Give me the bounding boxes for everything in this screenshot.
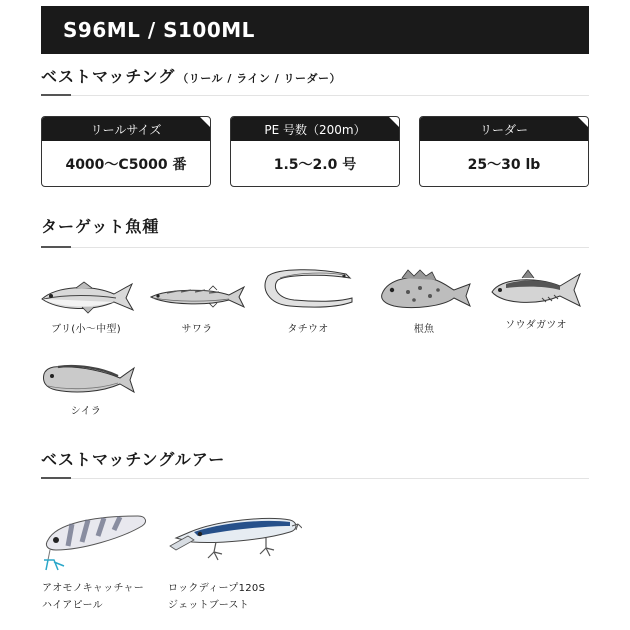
hairtail-icon xyxy=(258,264,358,316)
best-matching-heading xyxy=(41,64,589,87)
divider xyxy=(41,95,589,96)
fish-name: ソウダガツオ xyxy=(505,320,567,331)
divider xyxy=(41,247,589,248)
fish-item xyxy=(31,278,141,335)
best-lures-heading xyxy=(41,447,589,470)
divider-accent xyxy=(41,477,71,479)
spec-value: 25〜30 lb xyxy=(467,156,541,173)
spec-reel-size xyxy=(41,116,211,187)
lure-name-line1: ロックディープ120S xyxy=(168,583,266,594)
spec-value: 4000〜C5000 番 xyxy=(65,156,187,173)
corner-cut xyxy=(390,177,400,187)
best-lures-title: ベストマッチングルアー xyxy=(41,450,226,469)
spec-label: リールサイズ xyxy=(42,117,210,141)
fish-item xyxy=(253,264,363,335)
yellowtail-icon xyxy=(36,278,136,316)
fish-name: ブリ(小〜中型) xyxy=(51,324,121,335)
lure-item xyxy=(168,510,302,614)
spec-label: PE 号数（200m） xyxy=(231,117,399,141)
best-matching-subtitle: （リール / ライン / リーダー） xyxy=(177,72,342,85)
divider-accent xyxy=(41,246,71,248)
lure-name-line1: アオモノキャッチャー xyxy=(42,583,145,594)
model-title: S96ML / S100ML xyxy=(41,6,589,54)
spec-pe-line xyxy=(230,116,400,187)
target-fish-heading xyxy=(41,214,589,237)
fish-name: タチウオ xyxy=(287,324,329,335)
spec-label: リーダー xyxy=(420,117,588,141)
lure-item xyxy=(42,510,152,614)
minnow-lure-icon xyxy=(168,510,302,576)
frigate-tuna-icon xyxy=(486,268,586,312)
spec-leader xyxy=(419,116,589,187)
corner-cut xyxy=(579,177,589,187)
corner-cut xyxy=(201,177,211,187)
fish-name: シイラ xyxy=(70,406,102,417)
best-matching-title: ベストマッチング xyxy=(41,67,176,86)
fish-item xyxy=(369,266,479,335)
divider-accent xyxy=(41,94,71,96)
lure-name-line2: ハイアピール xyxy=(42,600,103,611)
fish-name: サワラ xyxy=(181,324,213,335)
mahi-mahi-icon xyxy=(36,362,136,398)
metal-jig-lure-icon xyxy=(42,510,152,576)
lure-name-line2: ジェットブースト xyxy=(168,600,250,611)
target-fish-title: ターゲット魚種 xyxy=(41,217,160,236)
fish-name: 根魚 xyxy=(413,324,435,335)
rockfish-icon xyxy=(374,266,474,316)
spanish-mackerel-icon xyxy=(147,278,247,316)
fish-item xyxy=(481,268,591,331)
fish-item xyxy=(142,278,252,335)
divider xyxy=(41,478,589,479)
fish-item xyxy=(31,362,141,417)
spec-value: 1.5〜2.0 号 xyxy=(273,156,357,173)
